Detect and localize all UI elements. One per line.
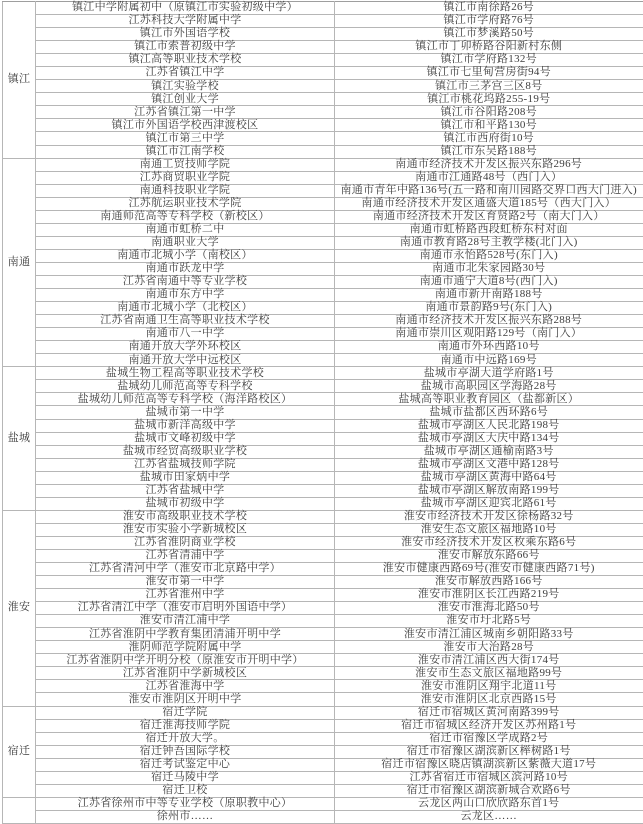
address-cell: 盐城市亭湖区迎宾北路61号 bbox=[335, 497, 643, 510]
address-cell: 南通市崇川区观阳路129号（南门入） bbox=[335, 328, 643, 341]
school-name-cell: 江苏省清浦中学 bbox=[36, 549, 335, 562]
school-name-cell: 南通市北城小学（北校区） bbox=[36, 302, 335, 315]
table-row bbox=[3, 67, 643, 80]
table-row bbox=[3, 210, 643, 223]
school-name-cell: 盐城生物工程高等职业技术学校 bbox=[36, 367, 335, 380]
address-cell: 宿迁市宿豫区湖滨新区榉树路1号 bbox=[335, 745, 643, 758]
address-cell: 南通市虹桥路西段虹桥东村对面 bbox=[335, 223, 643, 236]
table-row bbox=[3, 771, 643, 784]
school-name-cell: 南通职业大学 bbox=[36, 236, 335, 249]
address-cell: 镇江市西府街10号 bbox=[335, 132, 643, 145]
address-cell: 南通市经济技术开发区育贤路2号（南大门入） bbox=[335, 210, 643, 223]
table-row bbox=[3, 2, 643, 15]
school-name-cell: 淮安市高级职业技术学校 bbox=[36, 510, 335, 523]
school-name-cell: 江苏省淮阴商业学校 bbox=[36, 536, 335, 549]
address-cell: 南通市中远路169号 bbox=[335, 354, 643, 367]
table-row bbox=[3, 354, 643, 367]
school-name-cell: 江苏省淮州中学 bbox=[36, 589, 335, 602]
school-name-cell: 镇江创业大学 bbox=[36, 93, 335, 106]
address-cell: 宿迁市宿豫区湖滨新城合欢路6号 bbox=[335, 784, 643, 797]
table-row bbox=[3, 302, 643, 315]
school-name-cell: 淮安市淮阴区开明中学 bbox=[36, 693, 335, 706]
table-row bbox=[3, 184, 643, 197]
school-name-cell: 江苏省南通卫生高等职业技术学校 bbox=[36, 315, 335, 328]
table-row bbox=[3, 523, 643, 536]
table-row bbox=[3, 158, 643, 171]
table-row bbox=[3, 393, 643, 406]
table-row bbox=[3, 328, 643, 341]
table-row bbox=[3, 667, 643, 680]
school-name-cell: 宿迁开放大学。 bbox=[36, 732, 335, 745]
address-cell: 镇江市和平路130号 bbox=[335, 119, 643, 132]
table-row bbox=[3, 315, 643, 328]
table-row bbox=[3, 797, 643, 810]
address-cell: 南通市新开南路188号 bbox=[335, 289, 643, 302]
table-row bbox=[3, 745, 643, 758]
school-name-cell: 盐城幼儿师范高等专科学校 bbox=[36, 380, 335, 393]
table-row bbox=[3, 145, 643, 158]
address-cell: 淮安市健康西路69号(淮安市健康西路71号) bbox=[335, 563, 643, 576]
address-cell: 淮安市清江浦区城南乡朝阳路33号 bbox=[335, 628, 643, 641]
address-cell: 南通市经济技术开发区振兴东路296号 bbox=[335, 158, 643, 171]
school-name-cell: 盐城市初级中学 bbox=[36, 497, 335, 510]
school-name-cell: 江苏省淮海中学 bbox=[36, 680, 335, 693]
school-name-cell: 江苏省盐城中学 bbox=[36, 484, 335, 497]
table-row bbox=[3, 419, 643, 432]
address-cell: 盐城高等职业教育园区（盐都新区） bbox=[335, 393, 643, 406]
address-cell: 淮安市经济技术开发区徐杨路32号 bbox=[335, 510, 643, 523]
school-name-cell: 江苏省盐城技师学院 bbox=[36, 458, 335, 471]
address-cell: 盐城市高职园区学海路28号 bbox=[335, 380, 643, 393]
table-row bbox=[3, 810, 643, 823]
school-name-cell: 淮安市第一中学 bbox=[36, 576, 335, 589]
school-name-cell: 江苏省镇江中学 bbox=[36, 67, 335, 80]
address-cell: 南通市经济技术开发区振兴东路288号 bbox=[335, 315, 643, 328]
table-row bbox=[3, 54, 643, 67]
address-cell: 南通市外环西路10号 bbox=[335, 341, 643, 354]
address-cell: 宿迁市宿城区经济开发区苏州路1号 bbox=[335, 719, 643, 732]
address-cell: 江苏省宿迁市宿城区滨河路10号 bbox=[335, 771, 643, 784]
table-row bbox=[3, 171, 643, 184]
school-name-cell: 镇江市第三中学 bbox=[36, 132, 335, 145]
school-name-cell: 江苏省淮阴中学教育集团清浦开明中学 bbox=[36, 628, 335, 641]
address-cell: 盐城市亭湖区黄海中路64号 bbox=[335, 471, 643, 484]
address-cell: 南通市北朱家园路30号 bbox=[335, 262, 643, 275]
school-name-cell: 宿迁钟吾国际学校 bbox=[36, 745, 335, 758]
school-name-cell: 镇江市外国语学校西津渡校区 bbox=[36, 119, 335, 132]
table-row bbox=[3, 236, 643, 249]
table-row bbox=[3, 628, 643, 641]
school-name-cell: 镇江高等职业技术学校 bbox=[36, 54, 335, 67]
table-row bbox=[3, 275, 643, 288]
address-cell: 宿迁市宿豫区学成路2号 bbox=[335, 732, 643, 745]
school-name-cell: 江苏省清河中学（淮安市北京路中学） bbox=[36, 563, 335, 576]
school-name-cell: 镇江市江南学校 bbox=[36, 145, 335, 158]
school-name-cell: 南通市东方中学 bbox=[36, 289, 335, 302]
school-name-cell: 江苏科技大学附属中学 bbox=[36, 15, 335, 28]
address-cell: 镇江市七里甸营房街94号 bbox=[335, 67, 643, 80]
table-row bbox=[3, 458, 643, 471]
table-row bbox=[3, 28, 643, 41]
address-cell: 淮安市生态文旅区福地路99号 bbox=[335, 667, 643, 680]
address-cell: 淮安市经济技术开发区枚乘东路6号 bbox=[335, 536, 643, 549]
school-name-cell: 南通市跃龙中学 bbox=[36, 262, 335, 275]
school-name-cell: 盐城市经贸高级职业学校 bbox=[36, 445, 335, 458]
table-row bbox=[3, 80, 643, 93]
address-cell: 淮安市淮海北路50号 bbox=[335, 602, 643, 615]
table-row bbox=[3, 536, 643, 549]
school-name-cell: 南通师范高等专科学校（新校区） bbox=[36, 210, 335, 223]
exam-site-table-body bbox=[3, 2, 643, 824]
school-name-cell: 江苏省南通中等专业学校 bbox=[36, 275, 335, 288]
address-cell: 盐城市亭湖区人民北路198号 bbox=[335, 419, 643, 432]
address-cell: 宿迁市宿豫区晓店镇湖滨新区紫薇大道17号 bbox=[335, 758, 643, 771]
address-cell: 淮安市淮阴区北京西路15号 bbox=[335, 693, 643, 706]
school-name-cell: 南通市八一中学 bbox=[36, 328, 335, 341]
address-cell: 南通市永怡路528号(东门入) bbox=[335, 249, 643, 262]
school-name-cell: 淮阴师范学院附属中学 bbox=[36, 641, 335, 654]
city-cell: 宿迁 bbox=[3, 706, 36, 797]
city-cell: 南通 bbox=[3, 158, 36, 367]
address-cell: 淮安市圩北路5号 bbox=[335, 615, 643, 628]
address-cell: 镇江市三茅宫三区8号 bbox=[335, 80, 643, 93]
table-row bbox=[3, 549, 643, 562]
table-row bbox=[3, 758, 643, 771]
table-row bbox=[3, 719, 643, 732]
school-name-cell: 江苏省淮阴中学新城校区 bbox=[36, 667, 335, 680]
school-name-cell: 南通市北城小学（南校区） bbox=[36, 249, 335, 262]
address-cell: 镇江市学府路76号 bbox=[335, 15, 643, 28]
city-cell bbox=[3, 797, 36, 823]
school-name-cell: 淮安市实验小学新城校区 bbox=[36, 523, 335, 536]
address-cell: 南通市通宁大道8号(西门入) bbox=[335, 275, 643, 288]
table-row bbox=[3, 576, 643, 589]
school-name-cell: 江苏商贸职业学院 bbox=[36, 171, 335, 184]
school-name-cell: 盐城市田家炳中学 bbox=[36, 471, 335, 484]
address-cell: 南通市江通路48号（西门入） bbox=[335, 171, 643, 184]
table-row bbox=[3, 262, 643, 275]
school-name-cell: 宿迁考试鉴定中心 bbox=[36, 758, 335, 771]
address-cell: 镇江市谷阳路208号 bbox=[335, 106, 643, 119]
address-cell: 镇江市南徐路26号 bbox=[335, 2, 643, 15]
address-cell: 淮安市清江浦区西大街174号 bbox=[335, 654, 643, 667]
address-cell: 云龙区…… bbox=[335, 810, 643, 823]
table-row bbox=[3, 615, 643, 628]
table-row bbox=[3, 784, 643, 797]
address-cell: 云龙区两山口欣欣路东首1号 bbox=[335, 797, 643, 810]
address-cell: 盐城市亭湖区大庆中路134号 bbox=[335, 432, 643, 445]
table-row bbox=[3, 445, 643, 458]
table-row bbox=[3, 223, 643, 236]
address-cell: 淮安市淮阴区长江西路219号 bbox=[335, 589, 643, 602]
table-row bbox=[3, 289, 643, 302]
city-cell: 淮安 bbox=[3, 510, 36, 706]
address-cell: 淮安市解放东路66号 bbox=[335, 549, 643, 562]
school-name-cell: 盐城市第一中学 bbox=[36, 406, 335, 419]
exam-site-table bbox=[2, 1, 643, 824]
school-name-cell: 盐城市新洋高级中学 bbox=[36, 419, 335, 432]
table-row bbox=[3, 497, 643, 510]
school-name-cell: 镇江市外国语学校 bbox=[36, 28, 335, 41]
table-row bbox=[3, 706, 643, 719]
table-row bbox=[3, 41, 643, 54]
school-name-cell: 徐州市…… bbox=[36, 810, 335, 823]
address-cell: 盐城市亭湖区文港中路128号 bbox=[335, 458, 643, 471]
school-name-cell: 江苏省清江中学（淮安市启明外国语中学） bbox=[36, 602, 335, 615]
city-cell: 盐城 bbox=[3, 367, 36, 511]
address-cell: 淮安市淮阴区翔宇北道11号 bbox=[335, 680, 643, 693]
address-cell: 镇江市丁卯桥路谷阳新村东侧 bbox=[335, 41, 643, 54]
school-name-cell: 南通开放大学中远校区 bbox=[36, 354, 335, 367]
address-cell: 南通市景韵路9号(东门入) bbox=[335, 302, 643, 315]
address-cell: 淮安市解放西路166号 bbox=[335, 576, 643, 589]
school-name-cell: 南通开放大学外环校区 bbox=[36, 341, 335, 354]
address-cell: 镇江市梦溪路50号 bbox=[335, 28, 643, 41]
school-name-cell: 盐城市文峰初级中学 bbox=[36, 432, 335, 445]
table-row bbox=[3, 249, 643, 262]
address-cell: 南通市经济技术开发区通盛大道185号（西大门入） bbox=[335, 197, 643, 210]
table-row bbox=[3, 589, 643, 602]
school-name-cell: 宿迁卫校 bbox=[36, 784, 335, 797]
address-cell: 淮安市大治路28号 bbox=[335, 641, 643, 654]
address-cell: 盐城市亭湖大道学府路1号 bbox=[335, 367, 643, 380]
table-row bbox=[3, 197, 643, 210]
school-name-cell: 镇江实验学校 bbox=[36, 80, 335, 93]
address-cell: 盐城市亭湖区解放南路199号 bbox=[335, 484, 643, 497]
address-cell: 宿迁市宿城区黄河南路399号 bbox=[335, 706, 643, 719]
table-row bbox=[3, 380, 643, 393]
school-name-cell: 江苏省徐州市中等专业学校（原职教中心） bbox=[36, 797, 335, 810]
table-row bbox=[3, 132, 643, 145]
table-row bbox=[3, 680, 643, 693]
school-name-cell: 宿迁马陵中学 bbox=[36, 771, 335, 784]
address-cell: 南通市教育路28号主教学楼(北门入) bbox=[335, 236, 643, 249]
table-row bbox=[3, 510, 643, 523]
school-name-cell: 宿迁学院 bbox=[36, 706, 335, 719]
table-row bbox=[3, 106, 643, 119]
table-row bbox=[3, 119, 643, 132]
school-name-cell: 江苏省镇江第一中学 bbox=[36, 106, 335, 119]
address-cell: 盐城市盐都区西环路6号 bbox=[335, 406, 643, 419]
address-cell: 淮安生态文旅区福地路10号 bbox=[335, 523, 643, 536]
table-row bbox=[3, 432, 643, 445]
school-name-cell: 南通科技职业学院 bbox=[36, 184, 335, 197]
address-cell: 镇江市桃花坞路255-19号 bbox=[335, 93, 643, 106]
school-name-cell: 江苏省淮阴中学开明分校（原淮安市开明中学） bbox=[36, 654, 335, 667]
table-row bbox=[3, 406, 643, 419]
table-row bbox=[3, 484, 643, 497]
address-cell: 盐城市亭湖区通榆南路3号 bbox=[335, 445, 643, 458]
table-row bbox=[3, 471, 643, 484]
table-row bbox=[3, 15, 643, 28]
school-name-cell: 盐城幼儿师范高等专科学校（海洋路校区） bbox=[36, 393, 335, 406]
table-row bbox=[3, 367, 643, 380]
school-name-cell: 南通市虹桥二中 bbox=[36, 223, 335, 236]
table-row bbox=[3, 732, 643, 745]
school-name-cell: 江苏航运职业技术学院 bbox=[36, 197, 335, 210]
table-row bbox=[3, 93, 643, 106]
school-name-cell: 镇江中学附属初中（原镇江市实验初级中学） bbox=[36, 2, 335, 15]
table-row bbox=[3, 693, 643, 706]
school-name-cell: 淮安市清江浦中学 bbox=[36, 615, 335, 628]
table-row bbox=[3, 341, 643, 354]
address-cell: 镇江市东吴路188号 bbox=[335, 145, 643, 158]
city-cell: 镇江 bbox=[3, 2, 36, 159]
school-name-cell: 南通工贸技师学院 bbox=[36, 158, 335, 171]
school-name-cell: 镇江市索普初级中学 bbox=[36, 41, 335, 54]
address-cell: 南通市青年中路136号(五一路和南川园路交界口西大门进入) bbox=[335, 184, 643, 197]
table-row bbox=[3, 602, 643, 615]
school-name-cell: 宿迁淮海技师学院 bbox=[36, 719, 335, 732]
address-cell: 镇江市学府路132号 bbox=[335, 54, 643, 67]
table-row bbox=[3, 654, 643, 667]
table-row bbox=[3, 563, 643, 576]
table-row bbox=[3, 641, 643, 654]
